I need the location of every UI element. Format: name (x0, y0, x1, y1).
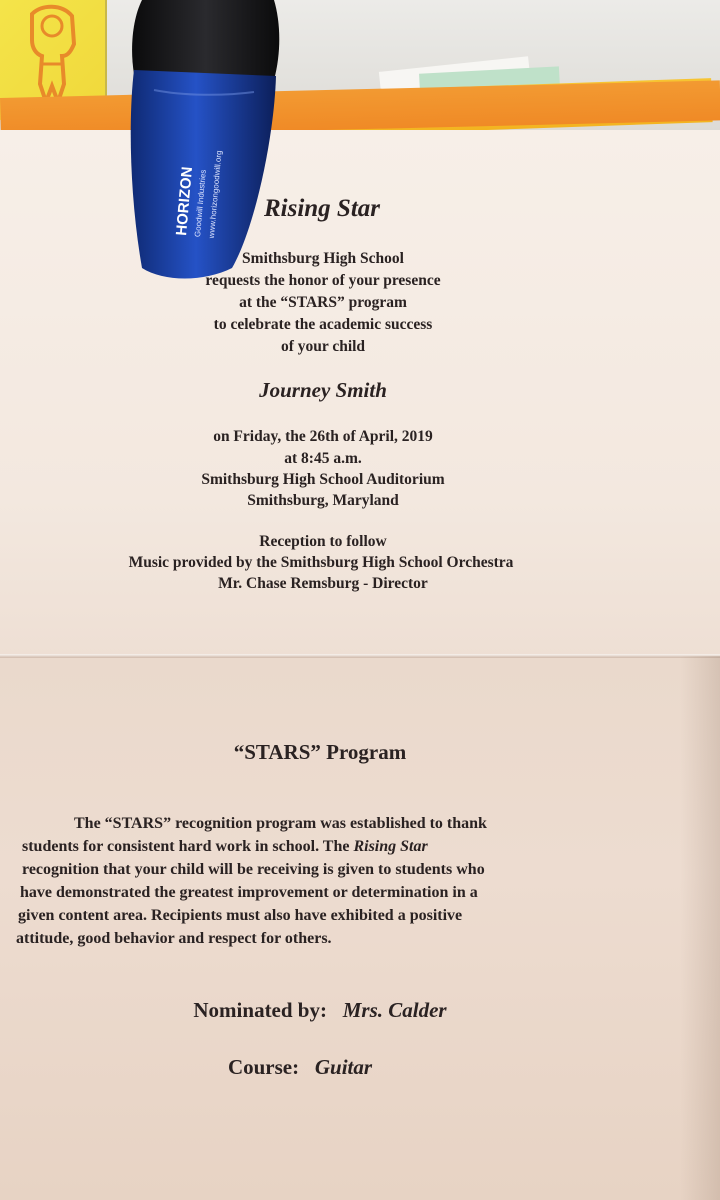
paper-shadow (680, 656, 720, 1200)
paragraph-line-2-b: Rising Star (353, 838, 428, 855)
nominated-value: Mrs. Calder (342, 998, 447, 1022)
nominated-row (140, 998, 500, 1023)
event-line-4: Smithsburg, Maryland (247, 492, 399, 509)
program-paragraph (16, 812, 616, 950)
invite-line-1: Smithsburg High School (242, 250, 404, 267)
horizon-clip (124, 0, 282, 280)
program-heading: “STARS” Program (233, 740, 407, 764)
clip-url-text: www.horizongoodwill.org (206, 150, 224, 239)
course-value: Guitar (314, 1055, 373, 1079)
course-label: Course: (227, 1055, 300, 1079)
clip-brand-text: HORIZON (173, 165, 197, 237)
nominated-label: Nominated by: (193, 998, 327, 1022)
extras-line-3: Mr. Chase Remsburg - Director (218, 575, 428, 592)
invite-line-2: requests the honor of your presence (205, 272, 441, 289)
paragraph-line-1: The “STARS” recognition program was established to thank (74, 815, 487, 832)
invite-line-4: to celebrate the academic success (213, 316, 433, 333)
invite-line-5: of your child (280, 338, 366, 355)
paragraph-line-6: attitude, good behavior and respect for others. (16, 930, 332, 947)
extras-line-1: Reception to follow (259, 533, 387, 550)
extras-line-2: Music provided by the Smithsburg High School Orchestra (128, 554, 514, 571)
paragraph-line-4: have demonstrated the greatest improvement or determination in a (20, 884, 478, 901)
invitation-title: Rising Star (263, 195, 381, 222)
event-line-2: at 8:45 a.m. (284, 450, 362, 467)
paragraph-line-2 (16, 835, 616, 858)
artwork-figure-icon (22, 4, 82, 104)
clip-sub-text: Goodwill Industries (192, 169, 208, 238)
invite-line-3: at the “STARS” program (239, 294, 407, 311)
paper-fold-line (0, 654, 720, 658)
paragraph-line-5: given content area. Recipients must also have exhibited a positive (18, 907, 463, 924)
event-line-1: on Friday, the 26th of April, 2019 (213, 428, 433, 445)
paragraph-line-2-a: students for consistent hard work in school. The (22, 838, 354, 855)
paragraph-line-3: recognition that your child will be receiving is given to students who (22, 861, 485, 878)
course-row (180, 1055, 420, 1080)
event-line-3: Smithsburg High School Auditorium (201, 471, 445, 488)
student-name: Journey Smith (259, 378, 387, 402)
